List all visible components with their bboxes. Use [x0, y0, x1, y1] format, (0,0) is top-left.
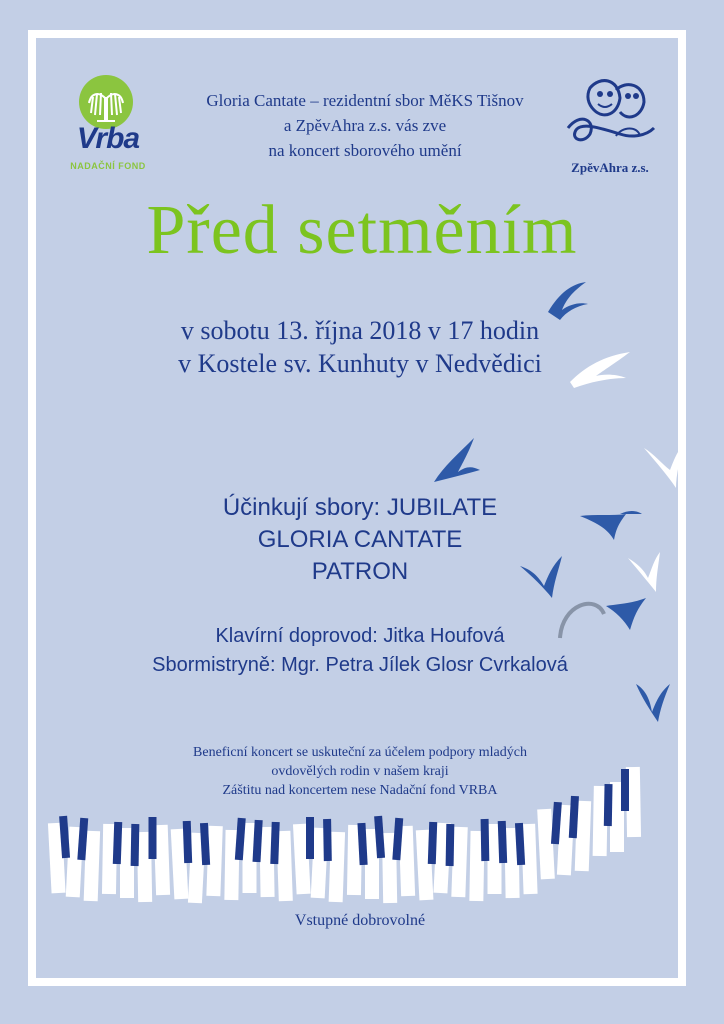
- invitation-line-1: Gloria Cantate – rezidentní sbor MěKS Tišnov: [206, 91, 524, 110]
- vrba-logo-subtitle: NADAČNÍ FOND: [70, 161, 146, 171]
- black-piano-key: [498, 821, 507, 863]
- invitation-text: [150, 88, 580, 163]
- white-piano-key: [537, 809, 555, 880]
- event-date: v sobotu 13. října 2018 v 17 hodin: [180, 316, 540, 345]
- notice-line-3: Záštitu nad koncertem nese Nadační fond VRBA: [222, 783, 498, 798]
- event-place: v Kostele sv. Kunhuty v Nedvědici: [178, 349, 542, 378]
- black-piano-key: [270, 822, 279, 864]
- bird-icon: [636, 684, 670, 722]
- benefit-notice: [90, 743, 630, 800]
- notice-line-2: ovdovělých rodin v našem kraji: [271, 764, 449, 779]
- black-piano-key: [306, 817, 314, 859]
- choirmaster: Sbormistryně: Mgr. Petra Jílek Glosr Cvrkalová: [152, 654, 568, 676]
- concert-title: Před setměním: [146, 192, 578, 269]
- zpevahra-logo-text: ZpěvAhra z.s.: [571, 160, 649, 175]
- black-piano-key: [323, 819, 332, 861]
- black-piano-key: [481, 819, 490, 861]
- performers-line-2: GLORIA CANTATE: [257, 526, 463, 553]
- bird-icon: [644, 446, 682, 488]
- black-piano-key: [131, 824, 140, 866]
- performers-block: [130, 492, 590, 588]
- black-piano-key: [113, 822, 122, 864]
- entry-fee: Vstupné dobrovolné: [294, 912, 426, 929]
- invitation-line-2: a ZpěvAhra z.s. vás zve: [283, 116, 447, 135]
- bird-icon: [628, 552, 660, 592]
- notice-line-1: Beneficní koncert se uskuteční za účelem podpory mladých: [193, 745, 527, 760]
- black-piano-key: [183, 821, 192, 863]
- performers-line-1: Účinkují sbory: JUBILATE: [222, 494, 498, 521]
- bird-icon: [570, 352, 630, 388]
- piano-accompaniment: Klavírní doprovod: Jitka Houfová: [215, 625, 505, 647]
- vrba-logo-text: Vrba: [76, 122, 140, 155]
- black-piano-key: [446, 824, 455, 866]
- black-piano-key: [428, 822, 437, 864]
- accompaniment-block: [60, 622, 660, 680]
- bird-icon: [434, 438, 480, 482]
- invitation-line-3: na koncert sborového umění: [268, 141, 462, 160]
- bird-icon: [548, 282, 588, 320]
- black-piano-key: [149, 817, 157, 859]
- vrba-tree-logo-icon: [79, 75, 133, 129]
- performers-line-3: PATRON: [311, 558, 409, 585]
